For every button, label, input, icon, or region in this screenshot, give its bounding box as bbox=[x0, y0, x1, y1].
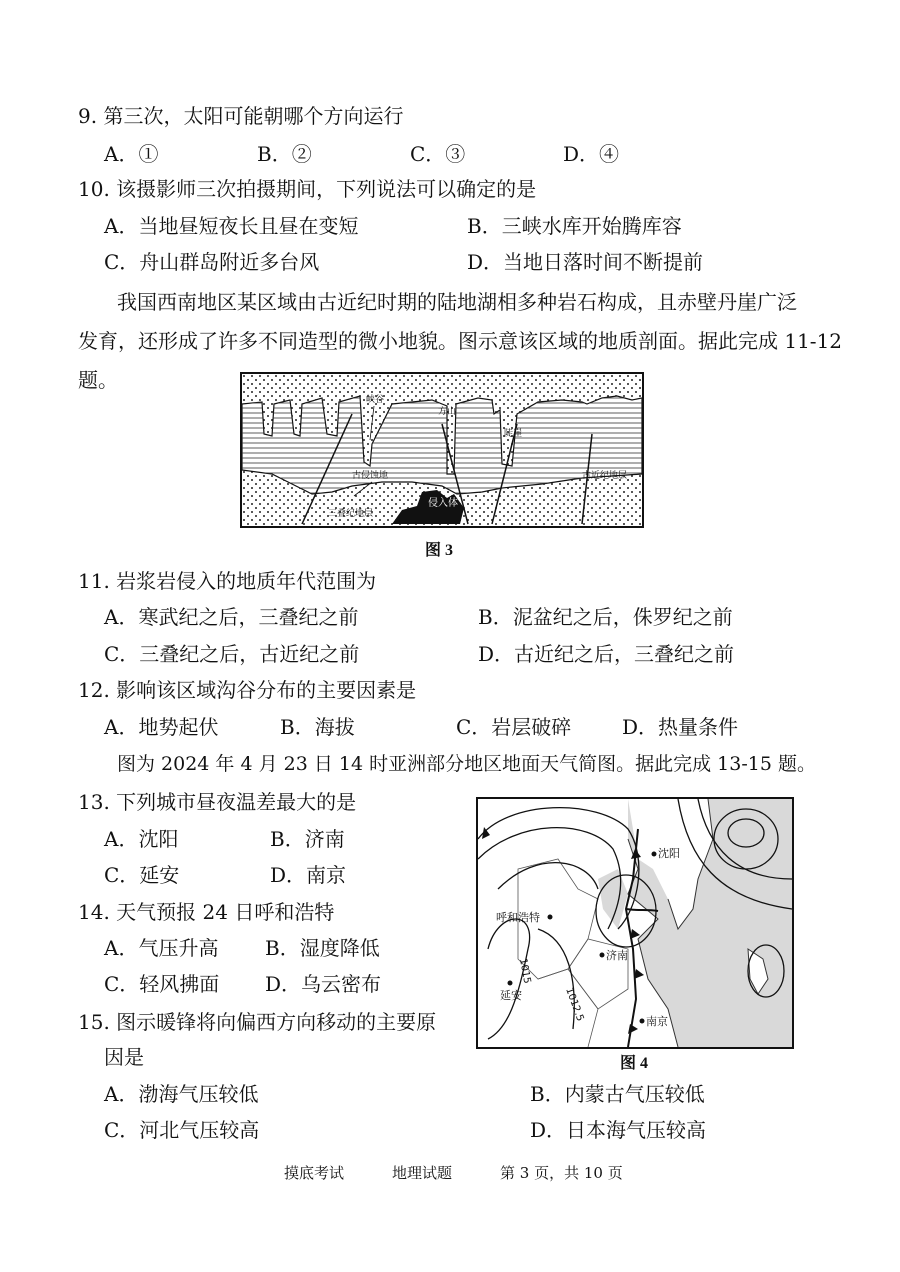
city-hohhot: 呼和浩特 bbox=[496, 911, 540, 924]
q9-option-d: D．④ bbox=[563, 142, 620, 166]
figure4-caption: 图 4 bbox=[620, 1055, 649, 1072]
q15-stem-line1: 15. 图示暖锋将向偏西方向移动的主要原 bbox=[78, 1010, 437, 1034]
q10-stem: 10. 该摄影师三次拍摄期间，下列说法可以确定的是 bbox=[78, 177, 537, 201]
q14-stem: 14. 天气预报 24 日呼和浩特 bbox=[78, 900, 335, 924]
q15-option-d: D．日本海气压较高 bbox=[530, 1118, 707, 1142]
q12-option-a: A．地势起伏 bbox=[104, 715, 219, 739]
q11-option-d: D．古近纪之后，三叠纪之前 bbox=[478, 642, 735, 666]
q15-stem-line2: 因是 bbox=[104, 1045, 144, 1069]
q13-option-a: A．沈阳 bbox=[104, 827, 179, 851]
q13-stem: 13. 下列城市昼夜温差最大的是 bbox=[78, 790, 357, 814]
label-canyon: 峡谷 bbox=[366, 395, 385, 405]
q11-stem: 11. 岩浆岩侵入的地质年代范围为 bbox=[78, 569, 377, 593]
q10-option-a: A．当地昼短夜长且昼在变短 bbox=[104, 214, 359, 238]
q14-option-a: A．气压升高 bbox=[104, 936, 219, 960]
q11-option-b: B．泥盆纪之后，侏罗纪之前 bbox=[478, 605, 733, 629]
q10-option-d: D．当地日落时间不断提前 bbox=[467, 250, 704, 274]
q12-option-c: C．岩层破碎 bbox=[456, 715, 572, 739]
figure3-svg bbox=[242, 374, 642, 526]
q9-option-c: C．③ bbox=[410, 142, 466, 166]
q13-option-d: D．南京 bbox=[270, 863, 347, 887]
city-shenyang: 沈阳 bbox=[658, 847, 680, 860]
q9-option-b: B．② bbox=[257, 142, 312, 166]
city-yanan: 延安 bbox=[500, 989, 522, 1002]
q14-option-c: C．轻风拂面 bbox=[104, 972, 220, 996]
label-intrusion: 侵入体 bbox=[428, 498, 458, 509]
q9-stem: 9. 第三次，太阳可能朝哪个方向运行 bbox=[78, 104, 404, 128]
q14-option-b: B．湿度降低 bbox=[265, 936, 380, 960]
isobar-1015: 1015 bbox=[517, 957, 533, 985]
label-mesa: 方山 bbox=[438, 407, 457, 417]
city-jinan: 济南 bbox=[606, 949, 628, 962]
q10-option-c: C．舟山群岛附近多台风 bbox=[104, 250, 320, 274]
figure4-weather-map bbox=[476, 797, 794, 1049]
intro-13-15: 图为 2024 年 4 月 23 日 14 时亚洲部分地区地面天气简图。据此完成 13-15 题。 bbox=[117, 753, 816, 775]
footer-exam: 摸底考试 bbox=[284, 1164, 345, 1182]
q12-option-b: B．海拔 bbox=[280, 715, 355, 739]
intro-11-12-line2: 发育，还形成了许多不同造型的微小地貌。图示意该区域的地质剖面。据此完成 11-12 bbox=[78, 329, 843, 353]
isobar-1012-5: 1012.5 bbox=[563, 986, 586, 1023]
q13-option-b: B．济南 bbox=[270, 827, 345, 851]
q9-option-a: A．① bbox=[104, 142, 159, 166]
figure3-caption: 图 3 bbox=[425, 542, 454, 559]
city-nanjing: 南京 bbox=[646, 1015, 668, 1028]
q15-option-c: C．河北气压较高 bbox=[104, 1118, 260, 1142]
figure4-svg bbox=[478, 799, 792, 1047]
q12-option-d: D．热量条件 bbox=[622, 715, 739, 739]
q11-option-a: A．寒武纪之后，三叠纪之前 bbox=[104, 605, 359, 629]
q13-option-c: C．延安 bbox=[104, 863, 180, 887]
label-triassic: 三叠纪地层 bbox=[328, 509, 374, 519]
q15-option-a: A．渤海气压较低 bbox=[104, 1082, 259, 1106]
figure3-cross-section bbox=[240, 372, 644, 528]
label-paleogene: 古近纪地层 bbox=[582, 471, 628, 481]
label-paleo-erosion: 古侵蚀地 bbox=[352, 471, 389, 481]
q12-stem: 12. 影响该区域沟谷分布的主要因素是 bbox=[78, 678, 417, 702]
q15-option-b: B．内蒙古气压较低 bbox=[530, 1082, 705, 1106]
q14-option-d: D．乌云密布 bbox=[265, 972, 382, 996]
q10-option-b: B．三峡水库开始腾库容 bbox=[467, 214, 682, 238]
q11-option-c: C．三叠纪之后，古近纪之前 bbox=[104, 642, 360, 666]
intro-11-12-line1: 我国西南地区某区域由古近纪时期的陆地湖相多种岩石构成，且赤壁丹崖广泛 bbox=[117, 290, 797, 314]
label-cliff: 陡崖 bbox=[504, 429, 523, 439]
intro-11-12-line3: 题。 bbox=[78, 368, 118, 392]
footer-subject: 地理试题 bbox=[392, 1164, 453, 1182]
footer-page: 第 3 页，共 10 页 bbox=[500, 1164, 623, 1182]
